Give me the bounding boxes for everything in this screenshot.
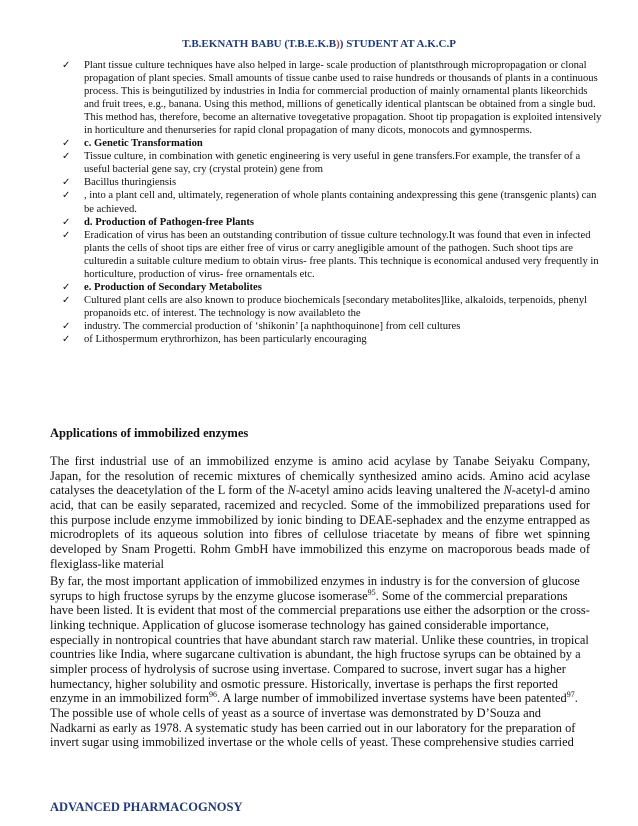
checklist-item [62,150,602,176]
checklist-item [62,189,602,215]
checklist-item-text: Plant tissue culture techniques have also helped in large- scale production of plantsthrough micropropagation or clonal propagation of plant species. Small amounts of tissue canbe used to raise hundreds or thousands of plants in a continuous process. This is beingutilized by industries in India for commercial production of mainly ornamental plants likeorchids and fruit trees, e.g., banana. Using this method, millions of genetically identical plantscan be obtained from a single bud. This method has, therefore, become an alternative tovegetative propagation. Shoot tip propagation is exploited intensively in horticulture and thenurseries for rapid clonal propagation of many dicots, monocots and gymnosperms. [84,60,602,137]
para2-text-c: . A large number of immobilized invertase systems have been patented [216,691,567,706]
para2-text-b: . Some of the commercial preparations have been listed. It is evident that most of the commercial preparations use either the adsorption or the cross-linking technique. Application of glucose isomerase technology has gained considerable importance, especially in nontropical countries that have abundant starch raw material. Unlike these countries, in tropical countries like India, where sugarcane cultivation is abundant, the high fructose syrups can be obtained by a simpler process of hydrolysis of sucrose using invertase. Compared to sucrose, invert sugar has a higher humectancy, higher solubility and osmotic pressure. Historically, invertase is perhaps the first reported enzyme in an immobilized form [50,588,590,706]
check-icon: ✓ [62,216,71,228]
header-author-initial: ) [336,38,340,50]
checklist-item-text: Eradication of virus has been an outstanding contribution of tissue culture technology.It was found that even in infected plants the cells of shoot tips are either free of virus or carry anegligible amount of the pathogen. Such shoot tips are culturedin a suitable culture medium to obtain virus- free plants. This technique is economical andused very frequently in horticulture, production of virus- free ornamentals etc. [84,229,599,280]
para1-text-d: N [503,483,512,498]
checklist-item-text: e. Production of Secondary Metabolites [84,281,262,293]
header-author: T.B.EKNATH BABU (T.B.E.K.B [182,38,337,50]
checklist-item-text: of Lithospermum erythrorhizon, has been particularly encouraging [84,333,367,345]
header-rest: ) STUDENT AT A.K.C.P [339,38,456,50]
citation-97: 97 [566,690,575,700]
paragraph-immobilized-enzymes-2 [50,574,590,750]
checklist-item [62,281,602,294]
check-icon: ✓ [62,190,71,202]
checklist-item-text: industry. The commercial production of ‘shikonin’ [a naphthoquinone] from cell cultures [84,320,461,332]
checklist-item [62,137,602,150]
checklist-item-text: Bacillus thuringiensis [84,177,177,189]
para2-text-d: . The possible use of whole cells of yeast as a source of invertase was demonstrated by D’Souza and Nadkarni as early as 1978. A systematic study has been carried out in our laboratory for the preparation of invert sugar using immobilized invertase or the whole cells of yeast. These comprehensive studies carried [50,691,578,750]
citation-96: 96 [208,690,217,700]
checklist-item [62,229,602,281]
check-icon: ✓ [62,320,71,332]
checklist-item-text: c. Genetic Transformation [84,138,203,150]
check-icon: ✓ [62,281,71,293]
checklist-item [62,294,602,320]
checklist-item-text: Tissue culture, in combination with genetic engineering is very useful in gene transfers.For example, the transfer of a useful bacterial gene say, cry (crystal protein) gene from [84,151,581,176]
checklist [62,59,602,346]
checklist-item-text: Cultured plant cells are also known to produce biochemicals [secondary metabolites]like, alkaloids, terpenoids, phenyl propanoids etc. of interest. The technology is now availableto the [84,294,588,319]
check-icon: ✓ [62,60,71,71]
page-header [0,38,638,50]
para1-text-e: -acetyl-d amino acid, that can be easily separated, racemized and recycled. Some of the immobilized preparations used for this purpose include enzyme immobilized by ionic binding to DEAE-sephadex and the enzyme entrapped as microdroplets of its aqueous solution into fibres of cellulose triacetate by means of fibre wet spinning developed by Snam Progetti. Rohm GmbH have immobilized this enzyme on macroporous beads made of flexiglass-like material [50,483,590,571]
checklist-item [62,320,602,333]
checklist-item-text: , into a plant cell and, ultimately, regeneration of whole plants containing andexpressing this gene (transgenic plants) can be achieved. [84,190,597,215]
checklist-item-text: d. Production of Pathogen-free Plants [84,216,254,228]
para1-text-c: -acetyl amino acids leaving unaltered the [295,483,504,498]
check-icon: ✓ [62,229,71,241]
check-icon: ✓ [62,177,71,189]
para1-text-b: N [287,483,296,498]
check-icon: ✓ [62,151,71,163]
paragraph-immobilized-enzymes-1 [50,454,590,571]
checklist-item [62,333,602,346]
section-title: Applications of immobilized enzymes [50,426,249,440]
check-icon: ✓ [62,333,71,345]
para2-text-a: By far, the most important application of immobilized enzymes in industry is for the conversion of glucose syrups to high fructose syrups by the enzyme glucose isomerase [50,574,580,603]
check-icon: ✓ [62,294,71,306]
checklist-item [62,59,602,137]
checklist-item [62,216,602,229]
page-footer: ADVANCED PHARMACOGNOSY [50,800,243,814]
checklist-item [62,176,602,189]
check-icon: ✓ [62,138,71,150]
para1-text-a: The first industrial use of an immobilized enzyme is amino acid acylase by Tanabe Seiyaku Company, Japan, for the resolution of recemic mixtures of chemically synthesized amino acids. Amino acid acylase catalyses the deacetylation of the L form of the [50,454,590,498]
citation-95: 95 [367,587,376,597]
